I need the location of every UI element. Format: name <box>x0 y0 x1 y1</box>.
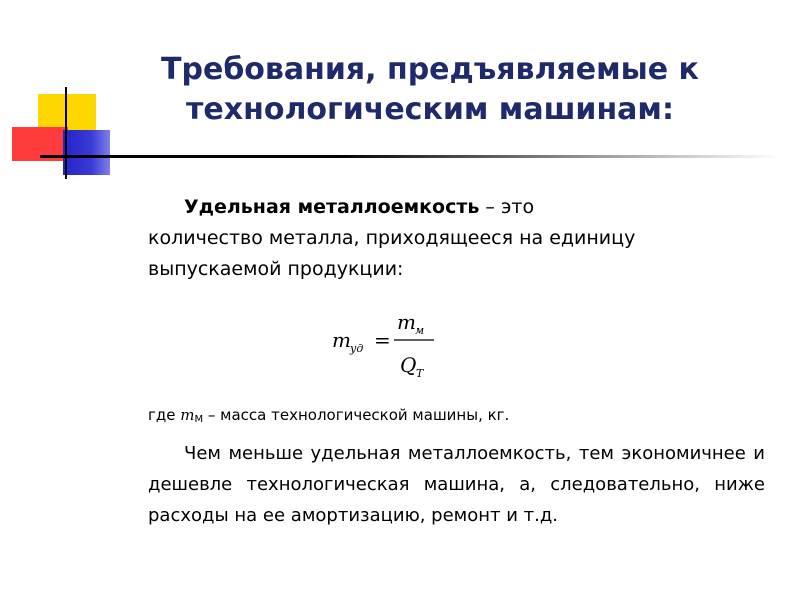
formula-equals: = <box>374 328 391 352</box>
formula-denominator-subscript: Т <box>416 367 424 380</box>
formula-numerator: m <box>397 310 416 334</box>
definition-term: Удельная металлоемкость <box>184 196 480 218</box>
definition-line-1 <box>148 192 768 223</box>
definition-line-3: выпускаемой продукции: <box>148 258 404 280</box>
definition-paragraph <box>148 192 768 285</box>
formula-lhs-subscript: уд <box>350 342 364 355</box>
formula-numerator-subscript: м <box>415 324 425 337</box>
where-note-symbol: m <box>180 406 195 424</box>
consequence-paragraph: Чем меньше удельная металлоемкость, тем экономичнее и дешевле технологическая машина, а, следовательно, ниже расходы на ее амортизацию, ремонт и т.д. <box>148 443 765 526</box>
formula-lhs: m <box>332 328 351 352</box>
decor-vertical-line <box>65 87 67 179</box>
title-underline <box>40 155 780 158</box>
definition-line-1-rest: – это <box>479 196 535 218</box>
slide-title-line-1: Требования, предъявляемые к <box>161 52 699 87</box>
where-note-prefix: где <box>148 406 181 424</box>
slide-title-line-2: технологическим машинам: <box>186 92 674 127</box>
slide-title <box>120 50 740 130</box>
formula <box>330 307 450 387</box>
where-note-symbol-subscript: М <box>194 414 204 425</box>
decor-blue-square <box>63 130 110 175</box>
definition-line-2: количество металла, приходящееся на единицу <box>148 227 636 249</box>
where-note-text: – масса технологической машины, кг. <box>203 406 510 424</box>
formula-denominator: Q <box>400 353 417 377</box>
where-note <box>148 405 768 430</box>
